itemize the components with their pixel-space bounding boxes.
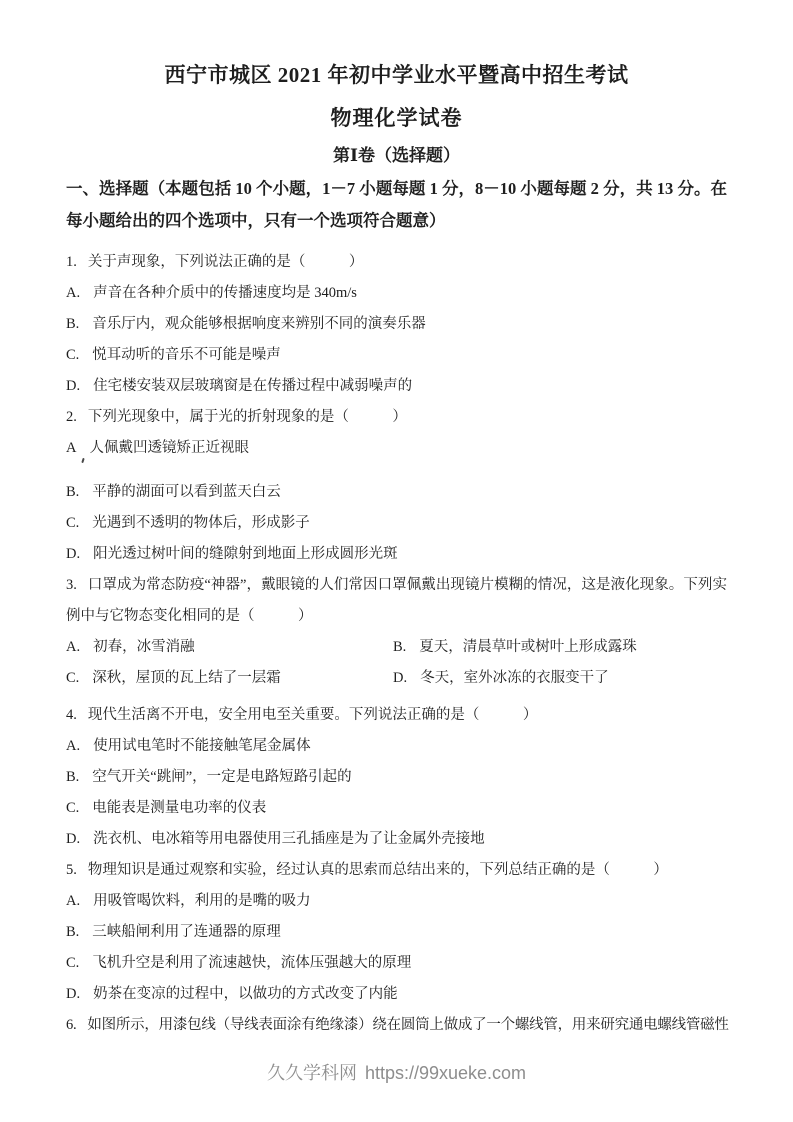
question-3-options — [66, 632, 727, 694]
question-2-option-b — [66, 477, 727, 508]
question-1-option-c — [66, 340, 727, 371]
option-label: D. — [66, 546, 81, 562]
question-5 — [66, 855, 727, 1010]
question-1-option-b — [66, 309, 727, 340]
question-2 — [66, 402, 727, 570]
question-2-stem — [66, 402, 727, 433]
question-5-option-d — [66, 979, 727, 1010]
question-5-option-c — [66, 948, 727, 979]
question-1-text: 关于声现象，下列说法正确的是（ ） — [87, 254, 364, 270]
question-2-number: 2. — [66, 409, 77, 425]
question-5-option-b — [66, 917, 727, 948]
option-label: A. — [66, 285, 81, 301]
section-title: 第Ⅰ卷（选择题） — [333, 146, 460, 165]
question-3-text: 口罩成为常态防疫“神器”，戴眼镜的人们常因口罩佩戴出现镜片模糊的情况，这是液化现象。下列实例中与它物态变化相同的是（ ） — [66, 577, 727, 624]
option-text: 光遇到不透明的物体后，形成影子 — [92, 515, 310, 531]
question-3-stem — [66, 570, 727, 632]
question-1-stem — [66, 247, 727, 278]
option-label: D. — [66, 986, 81, 1002]
question-5-option-a — [66, 886, 727, 917]
option-label: C. — [66, 955, 80, 971]
option-text: 平静的湖面可以看到蓝天白云 — [92, 484, 281, 500]
question-1-option-a — [66, 278, 727, 309]
option-text: 声音在各种介质中的传播速度均是 340m/s — [93, 285, 357, 301]
question-6-stem — [66, 1010, 727, 1041]
option-text: 电能表是测量电功率的仪表 — [92, 800, 267, 816]
question-4-text: 现代生活离不开电，安全用电至关重要。下列说法正确的是（ ） — [87, 707, 538, 723]
option-text: 夏天，清晨草叶或树叶上形成露珠 — [419, 639, 637, 655]
option-label: A. — [66, 893, 81, 909]
option-text: 三峡船闸利用了连通器的原理 — [92, 924, 281, 940]
question-4 — [66, 700, 727, 855]
question-1-option-d — [66, 371, 727, 402]
question-3-option-d — [393, 663, 727, 694]
option-label: B. — [393, 639, 407, 655]
question-list — [66, 247, 727, 1041]
question-1 — [66, 247, 727, 402]
option-label: C. — [66, 347, 80, 363]
question-6-text: 如图所示，用漆包线（导线表面涂有绝缘漆）绕在圆筒上做成了一个螺线管，用来研究通电螺线管磁性 — [87, 1017, 729, 1033]
question-2-option-d — [66, 539, 727, 570]
option-label: A — [66, 440, 77, 456]
question-4-option-b — [66, 762, 727, 793]
option-label: C. — [66, 515, 80, 531]
option-text: 洗衣机、电冰箱等用电器使用三孔插座是为了让金属外壳接地 — [93, 831, 485, 847]
question-3-option-a — [66, 632, 393, 663]
option-label: C. — [66, 800, 80, 816]
option-text: 奶茶在变凉的过程中，以做功的方式改变了内能 — [93, 986, 398, 1002]
footer-site-url: https://99xueke.com — [364, 1063, 527, 1083]
option-label: B. — [66, 484, 80, 500]
question-5-text: 物理知识是通过观察和实验，经过认真的思索而总结出来的，下列总结正确的是（ ） — [87, 862, 668, 878]
question-4-option-c — [66, 793, 727, 824]
option-label: D. — [66, 378, 81, 394]
option-label: B. — [66, 316, 80, 332]
question-3-option-c — [66, 663, 393, 694]
section-instructions: 一、选择题（本题包括 10 个小题，1－7 小题每题 1 分，8－10 小题每题 2 分，共 13 分。在每小题给出的四个选项中，只有一个选项符合题意） — [66, 179, 727, 230]
question-6-number: 6. — [66, 1017, 77, 1033]
exam-subtitle: 物理化学试卷 — [330, 106, 463, 130]
question-3 — [66, 570, 727, 694]
question-2-option-a — [66, 433, 727, 464]
option-label: A. — [66, 738, 81, 754]
option-text: 冬天，室外冰冻的衣服变干了 — [420, 670, 609, 686]
question-4-number: 4. — [66, 707, 77, 723]
option-text: 人佩戴凹透镜矫正近视眼 — [89, 440, 249, 456]
question-2-text: 下列光现象中，属于光的折射现象的是（ ） — [87, 409, 407, 425]
question-5-stem — [66, 855, 727, 886]
option-label: D. — [393, 670, 408, 686]
option-text: 住宅楼安装双层玻璃窗是在传播过程中减弱噪声的 — [93, 378, 413, 394]
option-label: D. — [66, 831, 81, 847]
page-footer — [0, 1060, 793, 1086]
option-text: 用吸管喝饮料，利用的是嘴的吸力 — [93, 893, 311, 909]
exam-title: 西宁市城区 2021 年初中学业水平暨高中招生考试 — [164, 63, 629, 87]
question-1-number: 1. — [66, 254, 77, 270]
option-text: 深秋，屋顶的瓦上结了一层霜 — [92, 670, 281, 686]
question-5-number: 5. — [66, 862, 77, 878]
question-2-option-c — [66, 508, 727, 539]
option-label: B. — [66, 769, 80, 785]
footer-site-name: 久久学科网 — [266, 1063, 357, 1083]
option-text: 阳光透过树叶间的缝隙射到地面上形成圆形光斑 — [93, 546, 398, 562]
question-4-option-d — [66, 824, 727, 855]
option-text: 初春，冰雪消融 — [93, 639, 195, 655]
option-text: 空气开关“跳闸”，一定是电路短路引起的 — [92, 769, 352, 785]
option-label: B. — [66, 924, 80, 940]
scan-artifact-mark — [81, 458, 84, 463]
question-4-stem — [66, 700, 727, 731]
option-text: 使用试电笔时不能接触笔尾金属体 — [93, 738, 311, 754]
option-text: 音乐厅内，观众能够根据响度来辨别不同的演奏乐器 — [92, 316, 426, 332]
option-text: 悦耳动听的音乐不可能是噪声 — [92, 347, 281, 363]
option-label: A. — [66, 639, 81, 655]
question-6 — [66, 1010, 727, 1041]
option-text: 飞机升空是利用了流速越快，流体压强越大的原理 — [92, 955, 412, 971]
option-label: C. — [66, 670, 80, 686]
question-3-number: 3. — [66, 577, 77, 593]
question-3-option-b — [393, 632, 727, 663]
question-4-option-a — [66, 731, 727, 762]
